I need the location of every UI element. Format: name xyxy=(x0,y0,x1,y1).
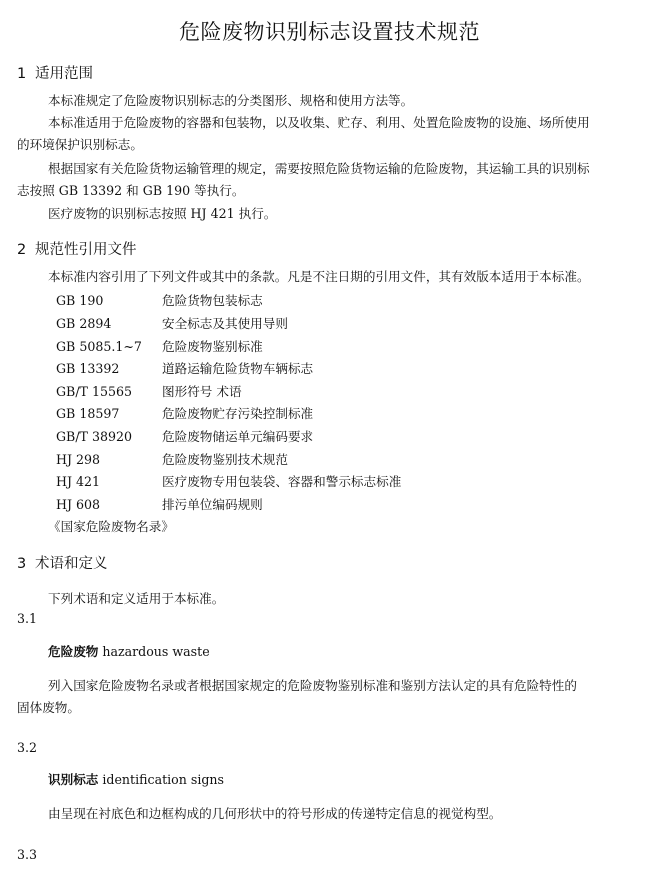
reference-row xyxy=(56,290,263,312)
term-number: 3.1 xyxy=(17,611,38,626)
reference-name: 危险货物包装标志 xyxy=(162,293,263,308)
reference-code: GB 5085.1~7 xyxy=(56,339,142,354)
reference-row xyxy=(56,403,313,425)
reference-name: 危险废物鉴别技术规范 xyxy=(162,452,288,467)
section-title: 术语和定义 xyxy=(35,556,108,572)
reference-row xyxy=(56,426,313,448)
reference-name: 图形符号 术语 xyxy=(162,384,242,399)
reference-name: 医疗废物专用包装袋、容器和警示标志标准 xyxy=(162,474,402,489)
term-definition: 由呈现在衬底色和边框构成的几何形状中的符号形成的传递特定信息的视觉构型。 xyxy=(48,806,502,821)
reference-code: GB/T 38920 xyxy=(56,429,133,444)
paragraph: 医疗废物的识别标志按照 HJ 421 执行。 xyxy=(48,206,277,221)
reference-name: 危险废物鉴别标准 xyxy=(162,339,263,354)
reference-code: GB 2894 xyxy=(56,316,112,331)
reference-row xyxy=(56,471,401,493)
paragraph: 本标准规定了危险废物识别标志的分类图形、规格和使用方法等。 xyxy=(48,93,414,108)
term-definition-continuation: 固体废物。 xyxy=(17,700,80,715)
section-3-heading xyxy=(17,552,108,573)
reference-row xyxy=(56,449,288,471)
term-number: 3.3 xyxy=(17,847,38,862)
reference-name: 安全标志及其使用导则 xyxy=(162,316,288,331)
paragraph: 下列术语和定义适用于本标准。 xyxy=(48,591,225,606)
paragraph-continuation: 的环境保护识别标志。 xyxy=(17,137,143,152)
reference-name: 排污单位编码规则 xyxy=(162,497,263,512)
reference-row xyxy=(56,358,313,380)
reference-name: 危险废物储运单元编码要求 xyxy=(162,429,314,444)
term-chinese: 识别标志 xyxy=(48,772,99,787)
section-1-heading xyxy=(17,62,93,83)
term-entry xyxy=(48,641,210,663)
reference-code: HJ 608 xyxy=(56,497,101,512)
paragraph: 根据国家有关危险货物运输管理的规定，需要按照危险货物运输的危险废物，其运输工具的识别标 xyxy=(48,161,590,176)
reference-name: 危险废物贮存污染控制标准 xyxy=(162,406,314,421)
section-number: 1 xyxy=(17,66,27,82)
section-2-heading xyxy=(17,238,137,259)
term-number: 3.2 xyxy=(17,740,38,755)
reference-name: 道路运输危险货物车辆标志 xyxy=(162,361,314,376)
section-title: 适用范围 xyxy=(35,66,93,82)
reference-code: HJ 421 xyxy=(56,474,101,489)
reference-catalog: 《国家危险废物名录》 xyxy=(48,519,174,534)
section-number: 3 xyxy=(17,556,27,572)
paragraph-continuation: 志按照 GB 13392 和 GB 190 等执行。 xyxy=(17,183,245,198)
document-title: 危险废物识别标志设置技术规范 xyxy=(179,20,480,44)
reference-row xyxy=(56,494,263,516)
reference-code: HJ 298 xyxy=(56,452,101,467)
term-chinese: 危险废物 xyxy=(48,644,99,659)
section-number: 2 xyxy=(17,242,27,258)
reference-row xyxy=(56,381,242,403)
reference-code: GB 18597 xyxy=(56,406,120,421)
reference-code: GB 190 xyxy=(56,293,104,308)
reference-code: GB/T 15565 xyxy=(56,384,133,399)
reference-row xyxy=(56,336,263,358)
section-title: 规范性引用文件 xyxy=(35,242,137,258)
term-definition: 列入国家危险废物名录或者根据国家规定的危险废物鉴别标准和鉴别方法认定的具有危险特性的 xyxy=(48,678,577,693)
reference-code: GB 13392 xyxy=(56,361,120,376)
paragraph: 本标准内容引用了下列文件或其中的条款。凡是不注日期的引用文件，其有效版本适用于本标准。 xyxy=(48,269,590,284)
reference-row xyxy=(56,313,288,335)
term-english: identification signs xyxy=(98,772,224,787)
term-entry xyxy=(48,769,224,791)
term-english: hazardous waste xyxy=(98,644,210,659)
paragraph: 本标准适用于危险废物的容器和包装物，以及收集、贮存、利用、处置危险废物的设施、场所使用 xyxy=(48,115,590,130)
